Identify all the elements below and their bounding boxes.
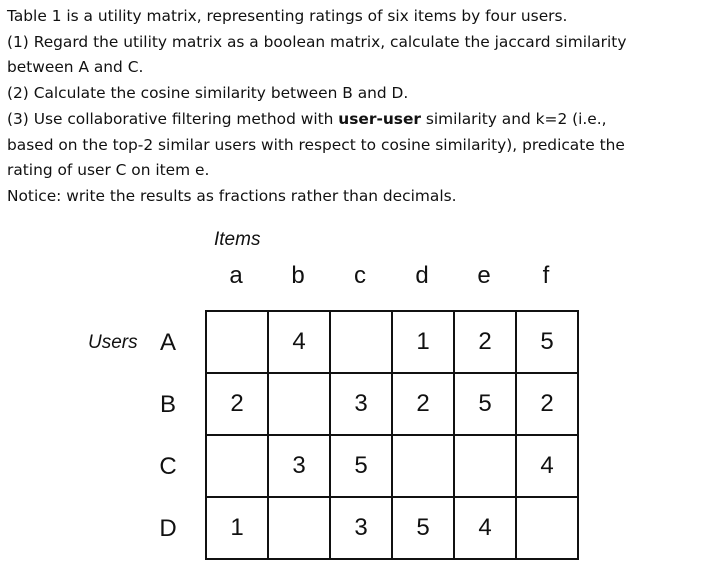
cell-a-d: 1 [392,311,454,373]
question-1-line-2: between A and C. [7,58,144,77]
question-3-bold: user-user [338,109,421,128]
cell-b-e: 5 [454,373,516,435]
cell-c-f: 4 [516,435,578,497]
column-header-b: b [291,262,305,289]
cell-b-d: 2 [392,373,454,435]
row-header-b: B [159,391,176,418]
cell-c-b: 3 [268,435,330,497]
column-header-f: f [542,262,550,289]
cell-b-f: 2 [516,373,578,435]
column-header-c: c [354,262,366,289]
cell-d-a: 1 [206,497,268,559]
question-3-pre: (3) Use collaborative filtering method with [7,109,339,128]
utility-matrix [205,310,579,560]
question-3-line-1 [7,107,707,133]
question-3-line-2: based on the top-2 similar users with respect to cosine similarity), predicate the [7,135,625,154]
row-header-d: D [159,515,177,542]
cell-d-c: 3 [330,497,392,559]
question-3-post: similarity and k=2 (i.e., [420,109,607,128]
cell-d-d: 5 [392,497,454,559]
cell-b-b [268,373,330,435]
question-1-line-1: (1) Regard the utility matrix as a boolean matrix, calculate the jaccard similarity [7,32,627,51]
column-header-e: e [477,262,491,289]
cell-d-b [268,497,330,559]
cell-b-a: 2 [206,373,268,435]
notice-text: Notice: write the results as fractions rather than decimals. [7,186,457,205]
items-axis-label: Items [214,229,261,250]
matrix-row-a [206,311,578,373]
users-axis-label: Users [88,332,138,353]
cell-b-c: 3 [330,373,392,435]
column-header-a: a [229,262,243,289]
cell-c-a [206,435,268,497]
cell-a-f: 5 [516,311,578,373]
question-3-line-3: rating of user C on item e. [7,161,210,180]
cell-d-f [516,497,578,559]
cell-d-e: 4 [454,497,516,559]
question-2: (2) Calculate the cosine similarity between B and D. [7,84,409,103]
intro-text: Table 1 is a utility matrix, representing ratings of six items by four users. [7,7,568,25]
matrix-row-c [206,435,578,497]
matrix-row-d [206,497,578,559]
cell-c-c: 5 [330,435,392,497]
column-header-d: d [415,262,429,289]
cell-a-b: 4 [268,311,330,373]
cell-c-e [454,435,516,497]
row-header-a: A [159,329,176,356]
cell-a-c [330,311,392,373]
row-header-c: C [159,453,177,480]
matrix-row-b [206,373,578,435]
cell-c-d [392,435,454,497]
cell-a-a [206,311,268,373]
cell-a-e: 2 [454,311,516,373]
problem-statement [7,4,707,210]
